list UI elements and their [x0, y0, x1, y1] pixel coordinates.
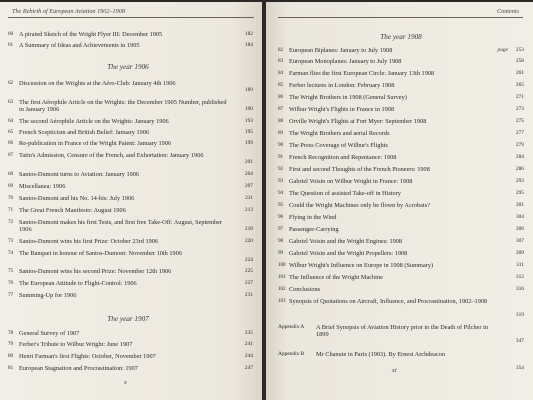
left-page [0, 2, 262, 400]
entry-number: 98 [278, 238, 283, 244]
entry-title: The European Attitude to Flight-Control: 1906 [19, 280, 137, 287]
entry-title: Conclusions [289, 286, 321, 293]
entry-title: The Banquet in honour of Santos-Dumont: November 10th 1906 [19, 250, 182, 257]
section-heading-1906: The year 1906 [107, 63, 149, 71]
entry-page: 271 [515, 94, 524, 100]
entry-page: 227 [244, 280, 253, 286]
entry-number: 75 [8, 268, 13, 274]
entry-title: General Survey of 1907 [19, 330, 80, 337]
entry-page: 247 [244, 365, 253, 371]
entry-title: Could the Wright Machines only be flown by Acrobats? [289, 202, 430, 209]
entry-number: 90 [278, 142, 283, 148]
entry-page: 244 [244, 353, 253, 359]
entry-number: 94 [278, 190, 283, 196]
entry-page: 279 [515, 142, 524, 148]
entry-page: 319 [515, 312, 524, 318]
entry-page: 193 [244, 118, 253, 124]
page-number-right: xi [392, 367, 397, 374]
entry-title: Mr Chanute in Paris (1903). By Ernest Archdeacon [316, 351, 446, 358]
entry-number: 87 [278, 106, 283, 112]
entry-page: 218 [244, 226, 253, 232]
running-head-right: Contents [496, 8, 519, 15]
entry-page: 293 [515, 178, 524, 184]
entry-title: Santos-Dumont makes his first Tests, and first free Take-Off: August, September 1906 [19, 219, 223, 234]
entry-number: 79 [8, 341, 13, 347]
entry-title: Orville Wright's Flights at Fort Myer: September 1908 [289, 118, 427, 125]
entry-title: The Wright Brothers and aerial Records [289, 130, 390, 137]
entry-page: 190 [244, 106, 253, 112]
entry-page: 220 [244, 238, 253, 244]
entry-page: 184 [244, 42, 253, 48]
entry-page: 273 [515, 106, 524, 112]
entry-number: 60 [8, 31, 13, 37]
entry-title: The first Aérophile Article on the Wrights: the December 1905 Number, published in January 1906 [19, 99, 227, 114]
entry-title: Miscellanea: 1906 [19, 183, 66, 190]
section-heading-1907: The year 1907 [107, 315, 149, 323]
entry-title: The Question of assisted Take-off in History [289, 190, 401, 197]
entry-title: The Great French Manifesto: August 1906 [19, 207, 126, 214]
entry-title: Re-publication in France of the Wright Patent: January 1906 [19, 140, 172, 147]
entry-page: 231 [244, 292, 253, 298]
entry-number: 63 [8, 99, 13, 105]
entry-title: Santos-Dumont wins his second Prize: November 12th 1906 [19, 268, 172, 275]
entry-title: Ferber lectures in London: February 1908 [289, 82, 395, 89]
entry-page: 195 [244, 129, 253, 135]
entry-number: 101 [278, 274, 286, 280]
entry-page: 284 [515, 154, 524, 160]
entry-title: A Summary of Ideas and Achievements in 1905 [19, 42, 140, 49]
entry-number: 95 [278, 202, 283, 208]
entry-number: 82 [278, 47, 283, 53]
entry-page: 224 [244, 257, 253, 263]
entry-title: A Brief Synopsis of Aviation History prior to the Death of Pilcher in 1899 [316, 324, 488, 339]
entry-page: 182 [244, 31, 253, 37]
entry-title: Wilbur Wright's Influence on Europe in 1908 (Summary) [289, 262, 434, 269]
entry-title: A pirated Sketch of the Wright Flyer III: December 1905 [19, 31, 163, 38]
entry-page: 225 [244, 268, 253, 274]
entry-title: Wilbur Wright's Flights in France in 1908 [289, 106, 395, 113]
entry-title: Santos-Dumont turns to Aviation: January 1906 [19, 171, 140, 178]
page-number-left: x [124, 379, 127, 386]
entry-number: 88 [278, 118, 283, 124]
entry-number: 70 [8, 195, 13, 201]
right-page [266, 2, 533, 400]
entry-title: The Influence of the Wright Machine [289, 274, 383, 281]
entry-title: Gabriel Voisin and the Wright Propellers: 1908 [289, 250, 408, 257]
entry-number: 93 [278, 178, 283, 184]
entry-number: 96 [278, 214, 283, 220]
entry-number: 67 [8, 152, 13, 158]
entry-title: The Press Coverage of Wilbur's Flights [289, 142, 388, 149]
entry-page: 295 [515, 190, 524, 196]
entry-number: 97 [278, 226, 283, 232]
entry-number: 74 [8, 250, 13, 256]
entry-page: 307 [515, 238, 524, 244]
entry-number: 80 [8, 353, 13, 359]
entry-page: 354 [515, 365, 524, 371]
entry-page: 312 [515, 274, 524, 280]
entry-page: 235 [244, 330, 253, 336]
entry-page: 347 [515, 338, 524, 344]
entry-page: 199 [244, 140, 253, 146]
entry-title: The Wright Brothers in 1908 (General Survey) [289, 94, 407, 101]
entry-number: 68 [8, 171, 13, 177]
entry-number: 66 [8, 140, 13, 146]
entry-page: 211 [245, 195, 253, 201]
entry-number: 81 [8, 365, 13, 371]
entry-number: 91 [278, 154, 283, 160]
running-head-left: The Rebirth of European Aviation 1902–1908 [12, 8, 125, 15]
entry-page: 286 [515, 166, 524, 172]
entry-number: 85 [278, 82, 283, 88]
entry-number: 103 [278, 298, 286, 304]
entry-page: 204 [244, 171, 253, 177]
entry-number: 92 [278, 166, 283, 172]
entry-number: 89 [278, 130, 283, 136]
header-rule [8, 17, 254, 18]
appendix-label: Appendix A [278, 324, 305, 330]
entry-title: Synopsis of Quotations on Aircraft, Influence, and Procrastination, 1902–1908 [289, 298, 488, 305]
entry-number: 69 [8, 183, 13, 189]
entry-number: 61 [8, 42, 13, 48]
entry-page: 213 [244, 207, 253, 213]
entry-number: 65 [8, 129, 13, 135]
entry-page: 258 [515, 58, 524, 64]
entry-number: 86 [278, 94, 283, 100]
entry-number: 78 [8, 330, 13, 336]
entry-number: 62 [8, 80, 13, 86]
entry-page: 311 [516, 262, 524, 268]
entry-page: 241 [244, 341, 253, 347]
entry-number: 84 [278, 70, 283, 76]
section-heading-1908: The year 1908 [380, 33, 422, 41]
entry-title: Ferber's Tribute to Wilbur Wright: June 1907 [19, 341, 133, 348]
entry-page: 265 [515, 82, 524, 88]
entry-number: 71 [8, 207, 13, 213]
appendix-label: Appendix B [278, 351, 305, 357]
page-column-label: page [497, 47, 508, 53]
entry-title: Discussion on the Wrights at the Aéro-Club: January 4th 1906 [19, 80, 176, 87]
entry-page: 309 [515, 250, 524, 256]
entry-title: Henri Farman's first Flights: October, November 1907 [19, 353, 156, 360]
entry-number: 77 [8, 292, 13, 298]
entry-title: Gabriel Voisin and the Wright Engines: 1908 [289, 238, 403, 245]
entry-title: European Stagnation and Procrastination: 1907 [19, 365, 138, 372]
entry-title: Tatin's Admission, Censure of the French, and Exhortation: January 1906 [19, 152, 204, 159]
entry-title: Santos-Dumont and his No. 14-bis: July 1906 [19, 195, 135, 202]
entry-title: French Recognition and Repentance: 1908 [289, 154, 397, 161]
entry-title: Farman flies the first European Circle: January 13th 1908 [289, 70, 435, 77]
entry-number: 102 [278, 286, 286, 292]
entry-title: European Monoplanes: January to July 1908 [289, 58, 402, 65]
entry-page: 304 [515, 214, 524, 220]
entry-title: The second Aérophile Article on the Wrights: January 1906 [19, 118, 169, 125]
entry-page: 306 [515, 226, 524, 232]
entry-number: 72 [8, 219, 13, 225]
entry-page: 275 [515, 118, 524, 124]
entry-number: 99 [278, 250, 283, 256]
entry-page: 316 [515, 286, 524, 292]
entry-number: 76 [8, 280, 13, 286]
entry-title: Gabriel Voisin on Wilbur Wright in France: 1908 [289, 178, 413, 185]
entry-number: 100 [278, 262, 286, 268]
entry-title: Flying in the Wind [289, 214, 337, 221]
entry-title: French Scepticism and British Belief: January 1906 [19, 129, 150, 136]
entry-page: 189 [244, 87, 253, 93]
entry-title: European Biplanes: January to July 1908 [289, 47, 393, 54]
header-rule [278, 17, 523, 18]
entry-page: 207 [244, 183, 253, 189]
entry-title: Summing-Up for 1906 [19, 292, 77, 299]
entry-number: 83 [278, 58, 283, 64]
entry-page: 261 [515, 70, 524, 76]
entry-number: 64 [8, 118, 13, 124]
entry-page: 253 [515, 47, 524, 53]
entry-title: First and second Thoughts of the French Pioneers: 1908 [289, 166, 430, 173]
entry-title: Santos-Dumont wins his first Prize: October 23rd 1906 [19, 238, 159, 245]
entry-title: Passenger-Carrying [289, 226, 339, 233]
entry-page: 201 [244, 159, 253, 165]
entry-page: 277 [515, 130, 524, 136]
entry-page: 301 [515, 202, 524, 208]
entry-number: 73 [8, 238, 13, 244]
